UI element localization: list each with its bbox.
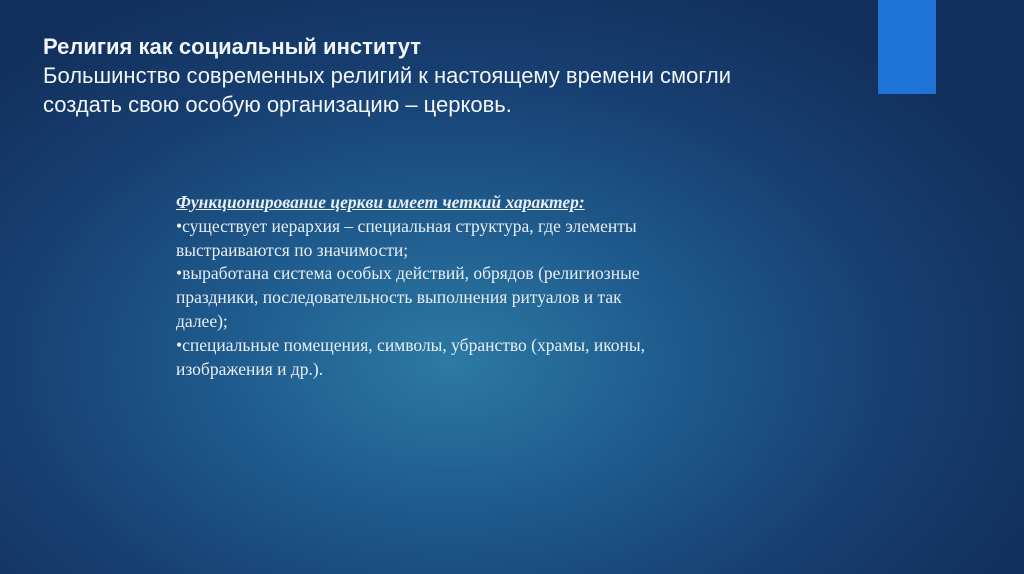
bullet-premises-line-2: изображения и др.). [176,358,324,379]
slide-body [176,191,776,381]
bullet-hierarchy-line-2: выстраиваются по значимости; [176,239,409,260]
bullet-rituals-line-3: далее); [176,310,228,331]
accent-bar [878,0,936,94]
slide-subtitle-line-1: Большинство современных религий к настоящему времени смогли [43,63,732,88]
body-heading: Функционирование церкви имеет четкий характер: [176,192,585,212]
bullet-premises-line-1: •специальные помещения, символы, убранство (храмы, иконы, [176,334,646,355]
bullet-rituals-line-1: •выработана система особых действий, обрядов (религиозные [176,263,640,284]
slide-title: Религия как социальный институт [43,34,421,59]
slide-title-block [43,32,863,119]
bullet-hierarchy-line-1: •существует иерархия – специальная структура, где элементы [176,215,637,236]
bullet-rituals-line-2: праздники, последовательность выполнения ритуалов и так [176,287,622,308]
slide-subtitle-line-2: создать свою особую организацию – церковь. [43,92,512,117]
